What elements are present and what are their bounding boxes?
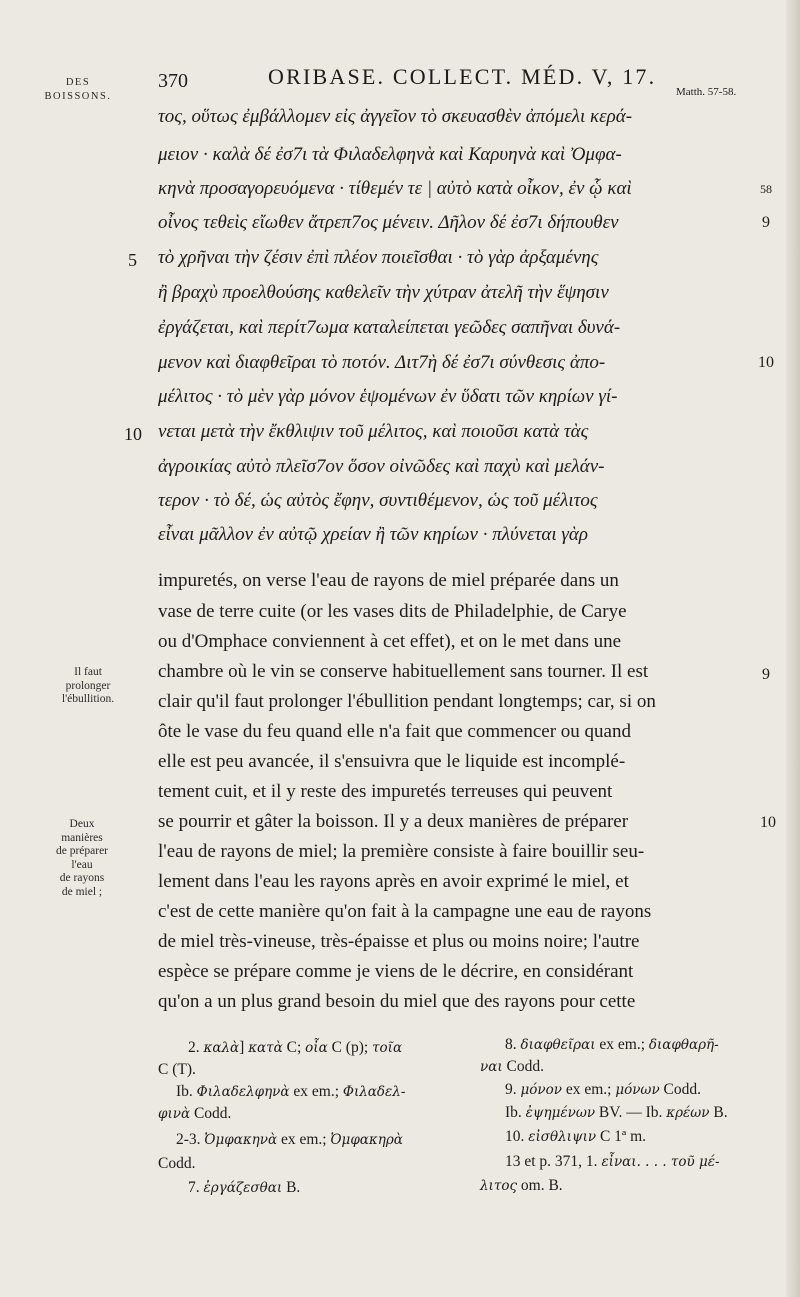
french-line: qu'on a un plus grand besoin du miel que des rayons pour cette [158,991,636,1012]
section-label [38,76,118,104]
page-number: 370 [158,70,188,92]
greek-line: τὸ χρῆναι τὴν ζέσιν ἐπὶ πλέον ποιεῖσθαι · τὸ γὰρ ἀρξαμένης [158,247,599,268]
apparatus-entry: Ib. Φιλαδελφηνὰ ex em.; Φιλαδελ- [176,1083,406,1100]
section-label-line: BOISSONS. [44,91,112,102]
apparatus-entry: Codd. [158,1155,196,1172]
greek-line: μέλιτος · τὸ μὲν γὰρ μόνον ἑψομένων ἐν ὕδατι τῶν κηρίων γί- [158,386,618,407]
french-line: de miel très-vineuse, très-épaisse et plus ou moins noire; l'autre [158,931,640,952]
french-line: elle est peu avancée, il s'ensuivra que le liquide est incomplé- [158,751,626,772]
margin-reference: 10 [758,354,774,371]
margin-note-line: Il faut [74,666,102,678]
margin-note-line: manières [61,831,103,844]
french-line: chambre où le vin se conserve habituellement sans tourner. Il est [158,661,649,682]
french-line: espèce se prépare comme je viens de le décrire, en considérant [158,961,634,982]
greek-line: εἶναι μᾶλλον ἐν αὐτῷ χρείαν ἢ τῶν κηρίων · πλύνεται γὰρ [158,524,588,545]
french-line: tement cuit, et il y reste des impuretés terreuses qui peuvent [158,781,613,802]
apparatus-entry: 10. εἰσθλιψιν C 1ª m. [505,1128,646,1145]
greek-line: μειον · καλὰ δέ ἐσ7ι τὰ Φιλαδελφηνὰ καὶ Καρυηνὰ καὶ Ὀμφα- [158,144,622,165]
apparatus-entry: Ib. ἐψημένων BV. — Ib. κρέων B. [505,1104,728,1121]
french-line: c'est de cette manière qu'on fait à la campagne une eau de rayons [158,901,652,922]
margin-reference: 58 [760,182,772,196]
french-line: impuretés, on verse l'eau de rayons de miel préparée dans un [158,570,619,591]
apparatus-entry: 8. διαφθεῖραι ex em.; διαφθαρῆ- [505,1036,719,1053]
apparatus-entry: 2-3. Ὀμφακηνὰ ex em.; Ὀμφακηρὰ [176,1131,403,1148]
greek-line: τερον · τὸ δέ, ὡς αὐτὸς ἔφην, συντιθέμενον, ὡς τοῦ μέλιτος [158,490,598,511]
french-line: ôte le vase du feu quand elle n'a fait que commencer ou quand [158,721,631,742]
margin-reference: 9 [762,666,770,683]
margin-note-ebullition [42,666,134,707]
running-title: ORIBASE. COLLECT. MÉD. V, 17. [268,64,657,89]
greek-line: ἀγροικίας αὐτὸ πλεῖσ7ον ὅσον οἰνῶδες καὶ παχὺ καὶ μελάν- [158,456,605,477]
apparatus-entry: φινὰ Codd. [158,1105,232,1122]
margin-note-line: l'ébullition. [61,693,115,705]
page-spine-shadow [786,0,800,1297]
matthaei-reference: Matth. 57-58. [676,86,737,98]
greek-line: νεται μετὰ τὴν ἔκθλιψιν τοῦ μέλιτος, καὶ ποιοῦσι κατὰ τὰς [158,421,589,442]
margin-note-line: Deux [69,818,95,830]
section-label-line: DES [65,77,91,88]
french-line: clair qu'il faut prolonger l'ébullition pendant longtemps; car, si on [158,691,656,712]
apparatus-entry: 13 et p. 371, 1. εἶναι. . . . τοῦ μέ- [505,1153,720,1170]
apparatus-entry: ναι Codd. [480,1058,544,1075]
margin-note-line: de rayons [59,872,105,884]
margin-note-line: de miel ; [61,885,103,898]
line-number: 5 [128,250,137,270]
margin-reference: 10 [760,814,776,831]
margin-note-deux-manieres [28,818,136,899]
apparatus-entry: 7. ἐργάζεσθαι B. [188,1179,301,1196]
greek-line: ἢ βραχὺ προελθούσης καθελεῖν τὴν χύτραν ἀτελῆ τὴν ἕψησιν [158,282,609,303]
french-line: lement dans l'eau les rayons après en avoir exprimé le miel, et [158,871,629,892]
french-line: l'eau de rayons de miel; la première consiste à faire bouillir seu- [158,841,645,862]
greek-line: τος, οὕτως ἐμβάλλομεν εἰς ἀγγεῖον τὸ σκευασθὲν ἀπόμελι κερά- [158,106,633,127]
apparatus-entry: 9. μόνον ex em.; μόνων Codd. [505,1081,701,1098]
french-line: vase de terre cuite (or les vases dits de Philadelphie, de Carye [158,601,627,622]
greek-line: μενον καὶ διαφθεῖραι τὸ ποτόν. Διτ7ὴ δέ ἐσ7ι σύνθεσις ἀπο- [158,352,606,373]
margin-note-line: de préparer [55,845,109,857]
greek-line: οἶνος τεθεὶς εἴωθεν ἄτρεπ7ος μένειν. Δῆλον δέ ἐσ7ι δήπουθεν [158,212,619,233]
line-number: 10 [124,424,142,444]
french-line: ou d'Omphace conviennent à cet effet), et on le met dans une [158,631,622,652]
greek-line: ἐργάζεται, καὶ περίτ7ωμα καταλείπεται γεῶδες σαπῆναι δυνά- [158,317,621,338]
margin-note-line: prolonger [65,679,111,692]
margin-reference: 9 [762,214,770,231]
apparatus-entry: λιτος om. B. [480,1177,563,1194]
apparatus-entry: 2. καλὰ] κατὰ C; οἶα C (p); τοῖα [188,1039,403,1056]
greek-line: κηνὰ προσαγορευόμενα · τίθεμέν τε | αὐτὸ κατὰ οἶκον, ἐν ᾧ καὶ [158,178,632,199]
french-line: se pourrir et gâter la boisson. Il y a deux manières de préparer [158,811,629,832]
apparatus-entry: C (T). [158,1061,196,1078]
margin-note-line: l'eau [71,858,93,871]
